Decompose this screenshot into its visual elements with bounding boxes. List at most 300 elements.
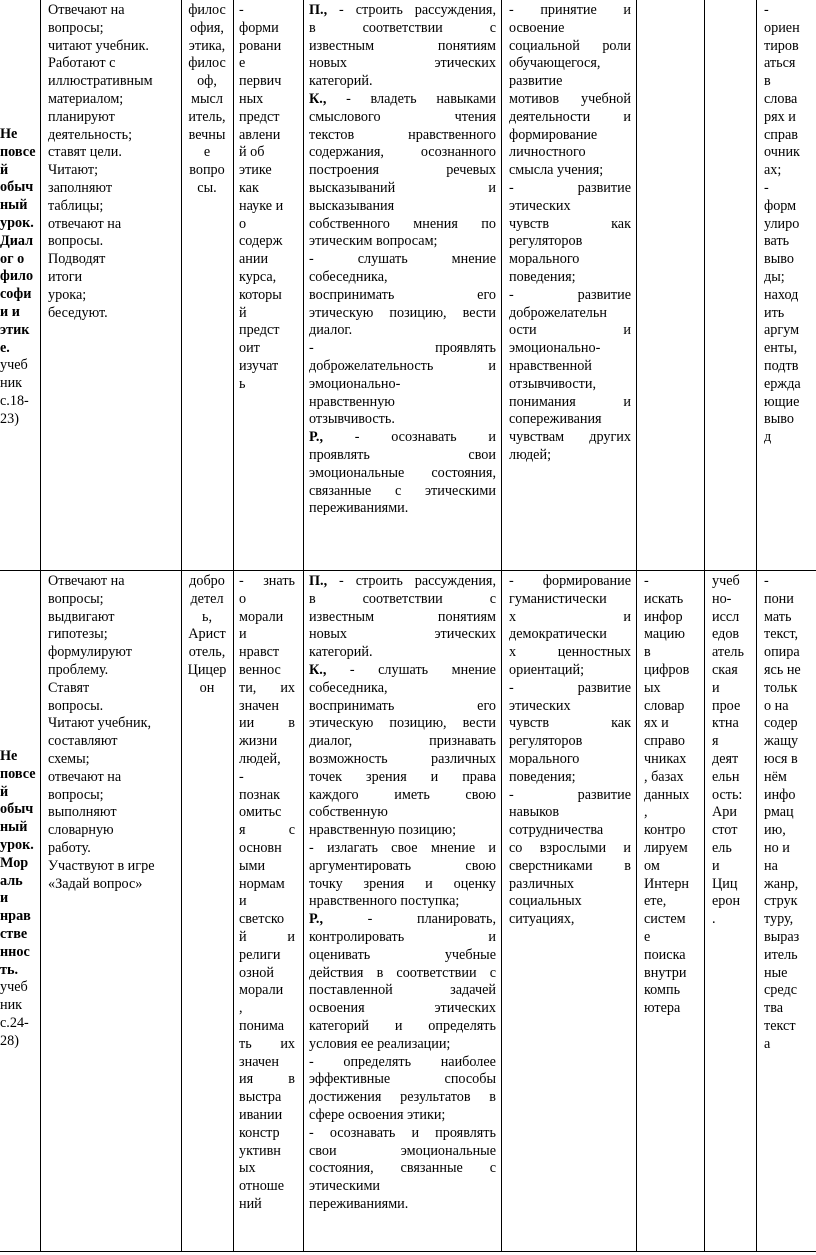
cell-line: планируют	[48, 108, 115, 125]
cell-line: инфо	[764, 786, 796, 803]
cell-line: цифров	[644, 661, 690, 678]
cell-line: освоение	[509, 19, 565, 36]
cell-line: как	[239, 179, 259, 196]
cell-line: ях и	[644, 715, 669, 732]
cell-line: ых	[644, 679, 661, 696]
cell-line: ник	[0, 375, 23, 392]
cell-line: подтв	[764, 357, 799, 374]
cell-line: учеб	[0, 357, 28, 374]
cell-line: ствe	[0, 925, 28, 942]
cell-line: Читают учебник,	[48, 715, 152, 732]
cell-line: беседуют.	[48, 304, 108, 321]
cell-line: 28)	[0, 1032, 19, 1049]
cell-line: ть их	[239, 1035, 295, 1052]
cell-line: собственного мнения по	[309, 215, 496, 232]
cell-line: формулируют	[48, 644, 132, 661]
cell-line: ости и	[509, 322, 631, 339]
cell-line: которы	[239, 286, 282, 303]
cell-line: вопро	[189, 162, 225, 179]
cell-line: Работают с	[48, 55, 116, 72]
row1-reading-skills	[764, 2, 816, 447]
cell-line: чниках	[644, 750, 687, 767]
cell-line: компь	[644, 982, 681, 999]
cell-line: людей,	[239, 750, 281, 767]
cell-line: высказывания	[309, 197, 395, 214]
cell-line: и	[239, 626, 247, 643]
cell-line: словар	[644, 697, 685, 714]
row2-project-activity	[712, 573, 754, 929]
cell-line: текст,	[764, 626, 799, 643]
cell-line: итель	[764, 946, 798, 963]
cell-line: читают учебник.	[48, 37, 149, 54]
cell-line: ерон	[712, 893, 741, 910]
cell-line: софи	[0, 286, 32, 303]
cell-line: понимания и	[509, 393, 631, 410]
cell-line: е	[644, 928, 651, 945]
cell-line: выраз	[764, 928, 800, 945]
cell-line: развитие	[509, 73, 563, 90]
cell-line: ивании	[239, 1106, 283, 1123]
cell-line: проявлять свои	[309, 446, 496, 463]
cell-line: систем	[644, 911, 686, 928]
cell-line: построения речевых	[309, 162, 496, 179]
row1-personal-results	[509, 2, 631, 465]
cell-line: в соответствии с	[309, 19, 496, 36]
cell-line: категорий.	[309, 644, 373, 661]
cell-line: о	[239, 215, 247, 232]
cell-line: этическую позицию, вести	[309, 304, 496, 321]
cell-line: и и	[0, 303, 20, 320]
cell-line: аргум	[764, 322, 800, 339]
cell-line: отзывчивости,	[509, 375, 596, 392]
cell-line: ный	[0, 197, 28, 214]
cell-line: вопросы.	[48, 697, 104, 714]
cell-line: чувств как	[509, 215, 631, 232]
cell-line: работу.	[48, 839, 91, 856]
cell-line: и	[712, 679, 720, 696]
cell-line: авлени	[239, 126, 281, 143]
cell-line: повсе	[0, 143, 36, 160]
cell-line: х ценностных	[509, 644, 631, 661]
cell-line: науке и	[239, 197, 284, 214]
cell-line: составляют	[48, 733, 118, 750]
cell-line: предст	[239, 322, 280, 339]
cell-line: диалог.	[309, 322, 353, 339]
cell-line: урока;	[48, 286, 87, 303]
cell-line: мотивов учебной	[509, 90, 631, 107]
cell-line: улиро	[764, 215, 800, 232]
cell-line: этическим вопросам;	[309, 233, 438, 250]
cell-line: Не	[0, 126, 18, 142]
cell-line: юся в	[764, 750, 798, 767]
cell-line: тольк	[764, 679, 798, 696]
column-divider	[303, 0, 304, 1252]
cell-line: поиска	[644, 946, 686, 963]
cell-line: ти, их	[239, 679, 295, 696]
cell-line: этик	[0, 321, 30, 338]
cell-line: ных	[239, 90, 264, 107]
cell-line: ,	[239, 1000, 243, 1017]
cell-line: справ	[764, 126, 798, 143]
cell-line: «Задай вопрос»	[48, 875, 143, 892]
cell-line: е	[203, 144, 211, 161]
cell-line: демократически	[509, 626, 607, 643]
cell-line: поведения;	[509, 768, 576, 785]
cell-line: ог о	[0, 250, 25, 267]
cell-line: мацию	[644, 626, 685, 643]
row1-student-activities	[48, 2, 178, 322]
cell-line: воспринимать его	[309, 286, 496, 303]
cell-line: -	[239, 2, 244, 18]
cell-line: - развитие	[509, 679, 631, 696]
cell-line: содерж	[239, 233, 283, 250]
cell-line: П., - строить рассуждения,	[309, 2, 496, 18]
cell-line: достижения результатов в	[309, 1089, 496, 1106]
cell-line: итоги	[48, 268, 83, 285]
cell-line: доброжелательность и	[309, 357, 496, 374]
cell-line: проблему.	[48, 661, 109, 678]
cell-line: нравст	[239, 644, 280, 661]
cell-line: схемы;	[48, 750, 90, 767]
cell-line: Не	[0, 748, 18, 764]
cell-line: струк	[764, 893, 798, 910]
row2-metasubject-results	[309, 573, 496, 1214]
cell-line: ситуациях,	[509, 911, 575, 928]
cell-line: учеб	[0, 979, 28, 996]
cell-line: новых этических	[309, 626, 496, 643]
cell-line: поставленной задачей	[309, 982, 496, 999]
cell-line: К., - слушать мнение	[309, 661, 496, 678]
cell-line: со взрослыми и	[509, 839, 631, 856]
cell-line: деятельности и	[509, 108, 631, 125]
cell-line: Арист	[188, 626, 226, 643]
cell-line: Мор	[0, 854, 29, 871]
cell-line: урок.	[0, 836, 34, 853]
cell-line: точку зрения и оценку	[309, 875, 496, 892]
cell-line: жанр,	[764, 875, 799, 892]
cell-line: й	[0, 783, 9, 800]
cell-line: и	[0, 890, 9, 907]
cell-line: ориентаций;	[509, 661, 585, 678]
cell-line: й	[239, 304, 247, 321]
cell-line: основн	[239, 839, 282, 856]
row1-lesson-title	[0, 126, 39, 429]
cell-line: мать	[764, 608, 792, 625]
cell-line: ориен	[764, 19, 800, 36]
cell-line: точек зрения и права	[309, 768, 496, 785]
cell-line: ктна	[712, 715, 739, 732]
cell-line: вопросы;	[48, 19, 104, 36]
row2-reading-skills	[764, 573, 816, 1054]
cell-line: ах;	[764, 162, 782, 179]
cell-line: фило	[0, 268, 34, 285]
cell-line: в соответствии с	[309, 590, 496, 607]
cell-line: на	[764, 857, 778, 874]
cell-line: гипотезы;	[48, 626, 108, 643]
row2-concepts	[183, 573, 231, 698]
cell-line: собеседника,	[309, 679, 388, 696]
cell-line: ясь не	[764, 661, 801, 678]
cell-line: вопросы;	[48, 786, 104, 803]
cell-line: - излагать свое мнение и	[309, 839, 496, 856]
cell-line: каждого иметь свою	[309, 786, 496, 803]
cell-line: аль	[0, 872, 23, 889]
cell-line: этике	[239, 162, 272, 179]
cell-line: этическими	[309, 1178, 381, 1195]
cell-line: контро	[644, 822, 686, 839]
cell-line: ный	[0, 819, 28, 836]
cell-line: ержда	[764, 375, 801, 392]
cell-line: отноше	[239, 1178, 285, 1195]
cell-line: нравственной	[509, 357, 592, 374]
cell-line: обыч	[0, 801, 34, 818]
cell-line: тва	[764, 1000, 784, 1017]
cell-line: пони	[764, 590, 794, 607]
row1-concepts	[183, 2, 231, 198]
column-divider	[756, 0, 757, 1252]
cell-line: морального	[509, 750, 580, 767]
cell-line: ды;	[764, 268, 785, 285]
cell-line: деят	[712, 750, 739, 767]
cell-line: доброжелательн	[509, 304, 607, 321]
cell-line: различных	[509, 875, 575, 892]
cell-line: - определять наиболее	[309, 1053, 496, 1070]
cell-line: заполняют	[48, 179, 113, 196]
cell-line: изучат	[239, 357, 279, 374]
cell-line: известным понятиям	[309, 608, 496, 625]
cell-line: значен	[239, 1053, 279, 1070]
row2-ict-activities	[644, 573, 700, 1018]
cell-line: е	[239, 55, 246, 72]
cell-line: ская	[712, 661, 738, 678]
cell-line: Р., - осознавать и	[309, 429, 496, 446]
cell-line: собственную	[309, 804, 388, 821]
cell-line: эффективные способы	[309, 1071, 496, 1088]
cell-line: понима	[239, 1017, 285, 1034]
cell-line: высказываний и	[309, 179, 496, 196]
cell-line: ом	[644, 857, 660, 874]
cell-line: детел	[190, 590, 224, 607]
cell-line: в	[764, 73, 771, 90]
cell-line: морального	[509, 251, 580, 268]
cell-line: переживаниями.	[309, 1195, 409, 1212]
cell-line: о	[239, 590, 247, 607]
cell-line: Участвуют в игре	[48, 857, 155, 874]
cell-line: .	[712, 911, 716, 928]
cell-line: оф,	[197, 73, 217, 90]
cell-line: светско	[239, 911, 285, 928]
cell-line: сверстниками в	[509, 857, 631, 874]
cell-line: й и	[239, 928, 295, 945]
cell-line: жизни	[239, 733, 278, 750]
cell-line: познак	[239, 786, 281, 803]
cell-line: обыч	[0, 179, 34, 196]
cell-line: гуманистически	[509, 590, 607, 607]
cell-line: ,	[644, 804, 648, 821]
cell-line: ные	[764, 964, 788, 981]
cell-line: диалог, признавать	[309, 733, 496, 750]
cell-line: - знать	[239, 573, 295, 589]
column-divider	[233, 0, 234, 1252]
cell-line: деятельность;	[48, 126, 133, 143]
cell-line: искать	[644, 590, 684, 607]
cell-line: навыков	[509, 804, 560, 821]
cell-line: иллюстративным	[48, 73, 153, 90]
cell-line: с.18-	[0, 392, 29, 409]
cell-line: й об	[239, 144, 265, 161]
cell-line: филос	[188, 55, 226, 72]
cell-line: связанные с этическими	[309, 482, 496, 499]
cell-line: нравственную позицию;	[309, 822, 457, 839]
cell-line: я	[712, 733, 719, 750]
cell-line: опира	[764, 644, 800, 661]
cell-line: регуляторов	[509, 733, 583, 750]
cell-line: ь	[239, 375, 246, 392]
cell-line: -	[764, 573, 769, 589]
cell-line: Цицер	[187, 661, 227, 678]
cell-line: П., - строить рассуждения,	[309, 573, 496, 589]
cell-line: вопросы;	[48, 590, 104, 607]
cell-line: он	[199, 679, 215, 696]
cell-line: констр	[239, 1124, 280, 1141]
cell-line: выполняют	[48, 804, 117, 821]
cell-line: - развитие	[509, 286, 631, 303]
cell-line: этических	[509, 197, 571, 214]
cell-line: нормам	[239, 875, 285, 892]
cell-line: ютера	[644, 1000, 681, 1017]
cell-line: сы.	[197, 179, 217, 196]
row1-metasubject-results	[309, 2, 496, 518]
cell-line: Читают;	[48, 162, 99, 179]
cell-line: -	[764, 179, 769, 196]
cell-line: х и	[509, 608, 631, 625]
cell-line: эмоционально-	[309, 375, 401, 392]
cell-line: социальных	[509, 893, 582, 910]
cell-line: ию,	[764, 822, 786, 839]
cell-line: д	[764, 429, 772, 446]
cell-line: жащу	[764, 733, 799, 750]
cell-line: социальной роли	[509, 37, 631, 54]
cell-line: -	[644, 573, 649, 589]
cell-line: чувств как	[509, 715, 631, 732]
cell-line: Подводят	[48, 251, 106, 268]
cell-line: этических	[509, 697, 571, 714]
cell-line: категорий.	[309, 73, 373, 90]
row2-lesson-title	[0, 748, 39, 1051]
cell-line: добро	[189, 573, 225, 589]
cell-line: - проявлять	[309, 340, 496, 357]
cell-line: содержания, осознанного	[309, 144, 496, 161]
cell-line: ник	[0, 997, 23, 1014]
cell-line: атель	[712, 644, 744, 661]
cell-line: ть.	[0, 961, 19, 978]
cell-line: ить	[764, 304, 785, 321]
cell-line: нравственную	[309, 393, 395, 410]
cell-line: ость:	[712, 786, 743, 803]
cell-line: новых этических	[309, 55, 496, 72]
cell-line: ровани	[239, 37, 282, 54]
column-divider	[636, 0, 637, 1252]
cell-line: эмоциональные состояния,	[309, 464, 496, 481]
cell-line: Ари	[712, 804, 737, 821]
cell-line: о на	[764, 697, 789, 714]
cell-line: уктивн	[239, 1142, 281, 1159]
cell-line: эмоционально-	[509, 340, 601, 357]
cell-line: воспринимать его	[309, 697, 496, 714]
cell-line: ь,	[201, 608, 213, 625]
cell-line: этика,	[188, 37, 226, 54]
row-divider	[0, 570, 816, 571]
cell-line: Интерн	[644, 875, 690, 892]
cell-line: ете,	[644, 893, 667, 910]
cell-line: первич	[239, 73, 282, 90]
cell-line: Отвечают на	[48, 573, 125, 589]
cell-line: итель,	[188, 108, 226, 125]
cell-line: ельн	[712, 768, 740, 785]
row2-subject-results	[239, 573, 295, 1214]
cell-line: наход	[764, 286, 799, 303]
cell-line: ия в	[239, 1071, 295, 1088]
cell-line: религи	[239, 946, 281, 963]
cell-line: Диал	[0, 232, 34, 249]
row2-personal-results	[509, 573, 631, 929]
cell-line: филос	[188, 2, 226, 18]
cell-line: но-	[712, 590, 732, 607]
cell-line: морали	[239, 608, 284, 625]
cell-line: текст	[764, 1017, 796, 1034]
cell-line: материалом;	[48, 90, 124, 107]
cell-line: инфор	[644, 608, 683, 625]
cell-line: - формирование	[509, 573, 631, 589]
row-divider	[0, 1251, 816, 1252]
cell-line: рмац	[764, 804, 794, 821]
cell-line: отель,	[188, 644, 226, 661]
cell-line: лируем	[644, 839, 688, 856]
cell-line: аргументировать свою	[309, 857, 496, 874]
cell-line: -	[764, 2, 769, 18]
cell-line: состояния, связанные с	[309, 1160, 496, 1177]
cell-line: возможность различных	[309, 750, 496, 767]
cell-line: сотрудничества	[509, 822, 604, 839]
cell-line: е.	[0, 339, 10, 356]
cell-line: обучающегося,	[509, 55, 601, 72]
cell-line: и	[712, 857, 720, 874]
cell-line: мысл	[191, 90, 223, 107]
cell-line: вать	[764, 233, 790, 250]
cell-line: К., - владеть навыками	[309, 90, 496, 107]
column-divider	[181, 0, 182, 1252]
cell-line: свои эмоциональные	[309, 1142, 496, 1159]
cell-line: условия ее реализации;	[309, 1035, 451, 1052]
cell-line: - развитие	[509, 786, 631, 803]
cell-line: отзывчивость.	[309, 411, 395, 428]
cell-line: значен	[239, 697, 279, 714]
cell-line: категорий и определять	[309, 1017, 496, 1034]
column-divider	[501, 0, 502, 1252]
cell-line: ании	[239, 251, 269, 268]
cell-line: озной	[239, 964, 274, 981]
cell-line: средс	[764, 982, 798, 999]
cell-line: нём	[764, 768, 787, 785]
cell-line: отвечают на	[48, 768, 122, 785]
cell-line: Ставят	[48, 679, 90, 696]
cell-line: формирование	[509, 126, 598, 143]
cell-line: ний	[239, 1195, 262, 1212]
column-divider	[40, 0, 41, 1252]
cell-line: ыми	[239, 857, 266, 874]
cell-line: - осознавать и проявлять	[309, 1124, 496, 1141]
cell-line: но и	[764, 839, 790, 856]
